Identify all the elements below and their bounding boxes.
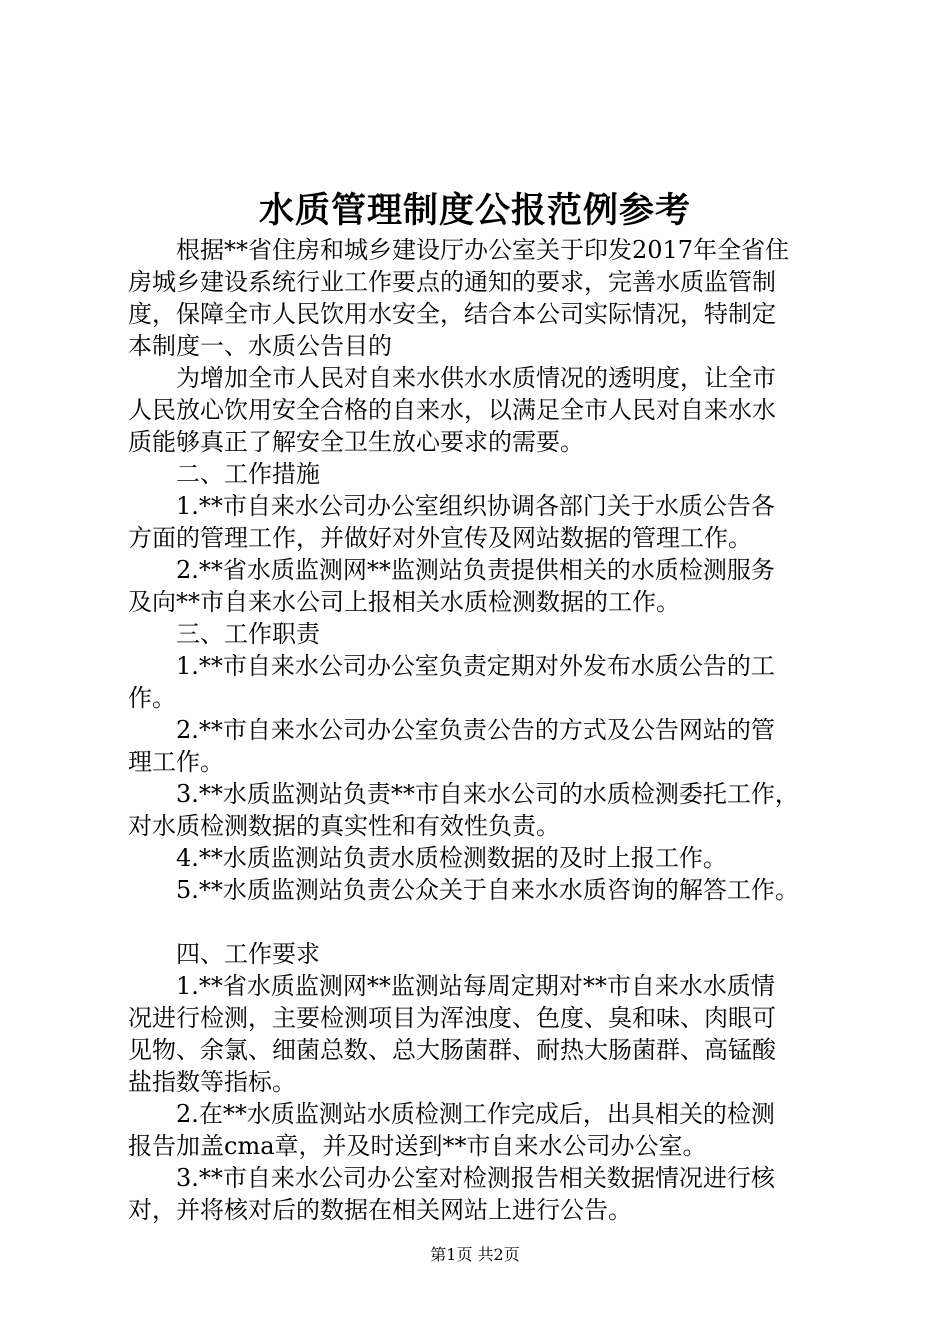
text-line: 房城乡建设系统行业工作要点的通知的要求，完善水质监管制 bbox=[128, 268, 776, 296]
text-line: 5.**水质监测站负责公众关于自来水水质咨询的解答工作。 bbox=[176, 876, 799, 904]
text-line: 见物、余氯、细菌总数、总大肠菌群、耐热大肠菌群、高锰酸 bbox=[128, 1036, 776, 1064]
text-line: 作。 bbox=[128, 684, 176, 712]
text-line: 3.**市自来水公司办公室对检测报告相关数据情况进行核 bbox=[176, 1164, 775, 1192]
page-number-footer: 第1页 共2页 bbox=[430, 1245, 520, 1264]
text-line: 根据**省住房和城乡建设厅办公室关于印发2017年全省住 bbox=[176, 236, 790, 264]
text-line: 质能够真正了解安全卫生放心要求的需要。 bbox=[128, 428, 584, 456]
text-line: 人民放心饮用安全合格的自来水，以满足全市人民对自来水水 bbox=[128, 396, 776, 424]
text-line: 为增加全市人民对自来水供水水质情况的透明度，让全市 bbox=[176, 364, 776, 392]
text-line: 1.**市自来水公司办公室组织协调各部门关于水质公告各 bbox=[176, 492, 775, 520]
text-line: 1.**市自来水公司办公室负责定期对外发布水质公告的工 bbox=[176, 652, 775, 680]
text-line: 1.**省水质监测网**监测站每周定期对**市自来水水质情 bbox=[176, 972, 775, 1000]
section-heading: 二、工作措施 bbox=[176, 460, 320, 488]
text-line: 况进行检测，主要检测项目为浑浊度、色度、臭和味、肉眼可 bbox=[128, 1004, 776, 1032]
text-line: 本制度一、水质公告目的 bbox=[128, 332, 392, 360]
text-line: 对，并将核对后的数据在相关网站上进行公告。 bbox=[128, 1196, 632, 1224]
text-line: 盐指数等指标。 bbox=[128, 1068, 296, 1096]
text-line: 2.**市自来水公司办公室负责公告的方式及公告网站的管 bbox=[176, 716, 775, 744]
text-line: 理工作。 bbox=[128, 748, 224, 776]
text-line: 度，保障全市人民饮用水安全，结合本公司实际情况，特制定 bbox=[128, 300, 776, 328]
text-line: 对水质检测数据的真实性和有效性负责。 bbox=[128, 812, 560, 840]
text-line: 报告加盖cma章，并及时送到**市自来水公司办公室。 bbox=[128, 1132, 707, 1160]
section-heading: 三、工作职责 bbox=[176, 620, 320, 648]
text-line: 方面的管理工作，并做好对外宣传及网站数据的管理工作。 bbox=[128, 524, 752, 552]
text-line: 4.**水质监测站负责水质检测数据的及时上报工作。 bbox=[176, 844, 727, 872]
document-title: 水质管理制度公报范例参考 bbox=[258, 190, 691, 231]
text-line: 2.**省水质监测网**监测站负责提供相关的水质检测服务 bbox=[176, 556, 775, 584]
text-line: 2.在**水质监测站水质检测工作完成后，出具相关的检测 bbox=[176, 1100, 775, 1128]
text-line: 及向**市自来水公司上报相关水质检测数据的工作。 bbox=[128, 588, 680, 616]
section-heading: 四、工作要求 bbox=[176, 940, 320, 968]
text-line: 3.**水质监测站负责**市自来水公司的水质检测委托工作， bbox=[176, 780, 799, 808]
